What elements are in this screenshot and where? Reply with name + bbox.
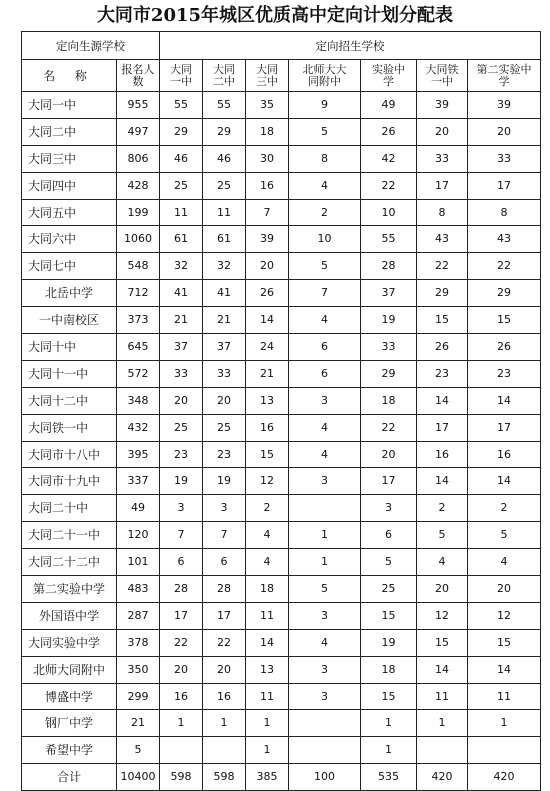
quota-cell: 10	[289, 226, 361, 253]
quota-cell: 20	[468, 576, 541, 603]
applicant-count-cell: 395	[117, 441, 160, 468]
quota-cell: 13	[246, 656, 289, 683]
quota-cell: 17	[468, 172, 541, 199]
quota-cell: 26	[417, 334, 468, 361]
quota-cell: 25	[203, 414, 246, 441]
applicant-count-cell: 497	[117, 118, 160, 145]
applicant-count-cell: 1060	[117, 226, 160, 253]
quota-cell: 28	[361, 253, 417, 280]
name-column-header: 名 称	[22, 60, 117, 92]
school-name-cell: 外国语中学	[22, 602, 117, 629]
quota-cell: 25	[203, 172, 246, 199]
table-row	[22, 226, 541, 253]
school-name-cell: 大同实验中学	[22, 629, 117, 656]
quota-cell: 14	[417, 656, 468, 683]
quota-cell: 2	[417, 495, 468, 522]
quota-cell: 29	[160, 118, 203, 145]
quota-cell: 20	[417, 576, 468, 603]
table-row	[22, 656, 541, 683]
school-name-cell: 大同市十九中	[22, 468, 117, 495]
quota-cell: 26	[361, 118, 417, 145]
table-row	[22, 522, 541, 549]
quota-cell: 15	[468, 629, 541, 656]
table-row	[22, 118, 541, 145]
quota-cell: 7	[289, 280, 361, 307]
quota-cell: 14	[468, 468, 541, 495]
quota-cell: 55	[203, 92, 246, 119]
quota-cell: 39	[417, 92, 468, 119]
quota-cell: 5	[417, 522, 468, 549]
quota-cell: 22	[160, 629, 203, 656]
quota-cell: 18	[246, 118, 289, 145]
quota-cell: 12	[246, 468, 289, 495]
quota-cell: 3	[289, 468, 361, 495]
quota-cell: 17	[417, 414, 468, 441]
quota-cell: 5	[361, 549, 417, 576]
table-row	[22, 414, 541, 441]
quota-cell: 20	[417, 118, 468, 145]
total-label-cell: 合计	[22, 764, 117, 791]
quota-cell: 46	[160, 145, 203, 172]
quota-cell: 17	[361, 468, 417, 495]
quota-cell: 29	[203, 118, 246, 145]
quota-cell: 33	[203, 360, 246, 387]
quota-cell: 39	[468, 92, 541, 119]
quota-cell: 16	[246, 414, 289, 441]
applicant-count-cell: 348	[117, 387, 160, 414]
quota-cell: 19	[203, 468, 246, 495]
applicant-count-cell: 21	[117, 710, 160, 737]
quota-cell: 22	[468, 253, 541, 280]
school-name-cell: 大同二十中	[22, 495, 117, 522]
quota-cell: 1	[417, 710, 468, 737]
quota-cell: 23	[160, 441, 203, 468]
quota-cell: 14	[468, 656, 541, 683]
quota-cell: 42	[361, 145, 417, 172]
total-quota-cell: 420	[417, 764, 468, 791]
quota-cell	[289, 710, 361, 737]
quota-cell: 1	[246, 737, 289, 764]
allocation-table	[21, 31, 541, 791]
quota-cell	[289, 495, 361, 522]
applicant-count-cell: 432	[117, 414, 160, 441]
quota-cell: 3	[203, 495, 246, 522]
quota-cell: 14	[246, 629, 289, 656]
quota-cell: 6	[203, 549, 246, 576]
quota-cell: 2	[246, 495, 289, 522]
school-name-cell: 大同市十八中	[22, 441, 117, 468]
quota-cell: 16	[417, 441, 468, 468]
quota-cell: 4	[417, 549, 468, 576]
table-row	[22, 549, 541, 576]
table-row	[22, 280, 541, 307]
quota-cell: 3	[289, 656, 361, 683]
quota-cell: 61	[160, 226, 203, 253]
quota-cell: 33	[160, 360, 203, 387]
total-quota-cell: 385	[246, 764, 289, 791]
quota-cell: 55	[361, 226, 417, 253]
table-row	[22, 307, 541, 334]
quota-cell: 15	[417, 307, 468, 334]
quota-cell: 20	[160, 656, 203, 683]
total-quota-cell: 420	[468, 764, 541, 791]
target-column-header: 实验中学	[361, 60, 417, 92]
applicant-count-cell: 483	[117, 576, 160, 603]
quota-cell: 4	[289, 629, 361, 656]
quota-cell: 30	[246, 145, 289, 172]
applicant-count-cell: 378	[117, 629, 160, 656]
quota-cell: 1	[160, 710, 203, 737]
source-group-header: 定向生源学校	[22, 32, 160, 60]
quota-cell: 28	[160, 576, 203, 603]
table-row	[22, 387, 541, 414]
quota-cell: 15	[417, 629, 468, 656]
table-row	[22, 360, 541, 387]
quota-cell: 3	[160, 495, 203, 522]
quota-cell: 37	[160, 334, 203, 361]
target-column-header: 大同铁一中	[417, 60, 468, 92]
quota-cell: 16	[160, 683, 203, 710]
quota-cell: 14	[417, 387, 468, 414]
quota-cell: 26	[468, 334, 541, 361]
quota-cell: 2	[468, 495, 541, 522]
applicant-count-cell: 428	[117, 172, 160, 199]
quota-cell: 37	[203, 334, 246, 361]
quota-cell: 41	[203, 280, 246, 307]
applicant-count-cell: 548	[117, 253, 160, 280]
table-row	[22, 737, 541, 764]
quota-cell	[289, 737, 361, 764]
quota-cell: 10	[361, 199, 417, 226]
quota-cell: 8	[417, 199, 468, 226]
applicant-count-cell: 287	[117, 602, 160, 629]
quota-cell: 5	[468, 522, 541, 549]
quota-cell: 37	[361, 280, 417, 307]
quota-cell: 25	[160, 414, 203, 441]
total-quota-cell: 598	[203, 764, 246, 791]
table-row	[22, 629, 541, 656]
quota-cell: 61	[203, 226, 246, 253]
applicant-count-cell: 373	[117, 307, 160, 334]
quota-cell: 5	[289, 576, 361, 603]
quota-cell: 33	[468, 145, 541, 172]
quota-cell: 23	[468, 360, 541, 387]
total-count-cell: 10400	[117, 764, 160, 791]
school-name-cell: 希望中学	[22, 737, 117, 764]
header-row-columns	[22, 60, 541, 92]
quota-cell: 32	[160, 253, 203, 280]
school-name-cell: 大同铁一中	[22, 414, 117, 441]
quota-cell: 16	[246, 172, 289, 199]
quota-cell: 6	[160, 549, 203, 576]
quota-cell: 3	[289, 683, 361, 710]
quota-cell: 18	[361, 656, 417, 683]
quota-cell	[203, 737, 246, 764]
quota-cell: 21	[160, 307, 203, 334]
applicant-count-cell: 337	[117, 468, 160, 495]
quota-cell: 16	[203, 683, 246, 710]
quota-cell: 5	[289, 118, 361, 145]
quota-cell: 4	[289, 172, 361, 199]
quota-cell: 12	[417, 602, 468, 629]
quota-cell: 11	[246, 602, 289, 629]
school-name-cell: 大同二中	[22, 118, 117, 145]
quota-cell: 11	[468, 683, 541, 710]
table-row	[22, 92, 541, 119]
quota-cell: 4	[246, 522, 289, 549]
target-column-header: 北师大大同附中	[289, 60, 361, 92]
quota-cell: 7	[246, 199, 289, 226]
quota-cell: 11	[417, 683, 468, 710]
school-name-cell: 钢厂中学	[22, 710, 117, 737]
school-name-cell: 大同十中	[22, 334, 117, 361]
applicant-count-cell: 955	[117, 92, 160, 119]
table-row	[22, 334, 541, 361]
quota-cell: 14	[468, 387, 541, 414]
school-name-cell: 北岳中学	[22, 280, 117, 307]
header-row-groups	[22, 32, 541, 60]
applicant-count-cell: 49	[117, 495, 160, 522]
quota-cell: 23	[417, 360, 468, 387]
quota-cell: 17	[203, 602, 246, 629]
quota-cell: 1	[361, 737, 417, 764]
quota-cell: 29	[417, 280, 468, 307]
quota-cell: 9	[289, 92, 361, 119]
quota-cell: 8	[289, 145, 361, 172]
quota-cell: 22	[203, 629, 246, 656]
quota-cell: 20	[468, 118, 541, 145]
quota-cell: 1	[468, 710, 541, 737]
applicant-count-cell: 120	[117, 522, 160, 549]
quota-cell: 15	[468, 307, 541, 334]
quota-cell: 19	[160, 468, 203, 495]
quota-cell: 39	[246, 226, 289, 253]
quota-cell: 1	[203, 710, 246, 737]
applicant-count-cell: 299	[117, 683, 160, 710]
quota-cell: 7	[160, 522, 203, 549]
quota-cell: 26	[246, 280, 289, 307]
school-name-cell: 北师大同附中	[22, 656, 117, 683]
quota-cell: 29	[361, 360, 417, 387]
applicant-count-cell: 806	[117, 145, 160, 172]
table-row	[22, 145, 541, 172]
quota-cell: 46	[203, 145, 246, 172]
quota-cell: 7	[203, 522, 246, 549]
applicant-count-cell: 350	[117, 656, 160, 683]
page-title: 大同市2015年城区优质高中定向计划分配表	[96, 5, 454, 26]
quota-cell: 11	[160, 199, 203, 226]
target-column-header: 大同二中	[203, 60, 246, 92]
quota-cell: 29	[468, 280, 541, 307]
school-name-cell: 大同四中	[22, 172, 117, 199]
quota-cell: 43	[468, 226, 541, 253]
quota-cell: 35	[246, 92, 289, 119]
quota-cell: 1	[289, 549, 361, 576]
quota-cell: 43	[417, 226, 468, 253]
quota-cell: 19	[361, 307, 417, 334]
quota-cell: 20	[203, 656, 246, 683]
quota-cell: 20	[246, 253, 289, 280]
table-row	[22, 495, 541, 522]
school-name-cell: 大同一中	[22, 92, 117, 119]
quota-cell: 33	[361, 334, 417, 361]
quota-cell: 20	[160, 387, 203, 414]
quota-cell: 3	[289, 387, 361, 414]
table-row	[22, 683, 541, 710]
applicant-count-cell: 645	[117, 334, 160, 361]
target-column-header: 第二实验中学	[468, 60, 541, 92]
quota-cell: 12	[468, 602, 541, 629]
quota-cell: 20	[361, 441, 417, 468]
school-name-cell: 大同十一中	[22, 360, 117, 387]
applicant-count-cell: 712	[117, 280, 160, 307]
quota-cell: 11	[203, 199, 246, 226]
total-quota-cell: 100	[289, 764, 361, 791]
school-name-cell: 大同六中	[22, 226, 117, 253]
quota-cell: 14	[417, 468, 468, 495]
quota-cell: 16	[468, 441, 541, 468]
quota-cell: 4	[289, 414, 361, 441]
school-name-cell: 大同二十一中	[22, 522, 117, 549]
total-quota-cell: 535	[361, 764, 417, 791]
school-name-cell: 大同七中	[22, 253, 117, 280]
table-row	[22, 710, 541, 737]
quota-cell: 25	[361, 576, 417, 603]
quota-cell: 11	[246, 683, 289, 710]
quota-cell: 6	[289, 334, 361, 361]
quota-cell: 20	[203, 387, 246, 414]
quota-cell: 22	[361, 414, 417, 441]
quota-cell: 8	[468, 199, 541, 226]
quota-cell: 18	[246, 576, 289, 603]
quota-cell: 22	[361, 172, 417, 199]
quota-cell: 1	[289, 522, 361, 549]
quota-cell: 21	[203, 307, 246, 334]
quota-cell: 15	[361, 602, 417, 629]
quota-cell	[417, 737, 468, 764]
quota-cell: 14	[246, 307, 289, 334]
quota-cell	[468, 737, 541, 764]
quota-cell: 3	[361, 495, 417, 522]
table-row	[22, 253, 541, 280]
quota-cell: 41	[160, 280, 203, 307]
quota-cell: 6	[289, 360, 361, 387]
quota-cell: 21	[246, 360, 289, 387]
target-column-header: 大同一中	[160, 60, 203, 92]
target-group-header: 定向招生学校	[160, 32, 541, 60]
quota-cell: 3	[289, 602, 361, 629]
quota-cell: 23	[203, 441, 246, 468]
school-name-cell: 大同三中	[22, 145, 117, 172]
quota-cell: 4	[289, 441, 361, 468]
total-row	[22, 764, 541, 791]
school-name-cell: 第二实验中学	[22, 576, 117, 603]
quota-cell: 25	[160, 172, 203, 199]
table-row	[22, 199, 541, 226]
quota-cell: 18	[361, 387, 417, 414]
quota-cell: 33	[417, 145, 468, 172]
quota-cell: 17	[468, 414, 541, 441]
quota-cell: 49	[361, 92, 417, 119]
applicant-count-cell: 101	[117, 549, 160, 576]
total-quota-cell: 598	[160, 764, 203, 791]
table-row	[22, 602, 541, 629]
quota-cell: 1	[361, 710, 417, 737]
quota-cell: 5	[289, 253, 361, 280]
quota-cell	[160, 737, 203, 764]
count-column-header: 报名人数	[117, 60, 160, 92]
target-column-header: 大同三中	[246, 60, 289, 92]
quota-cell: 13	[246, 387, 289, 414]
quota-cell: 24	[246, 334, 289, 361]
school-name-cell: 一中南校区	[22, 307, 117, 334]
quota-cell: 4	[468, 549, 541, 576]
quota-cell: 6	[361, 522, 417, 549]
quota-cell: 15	[246, 441, 289, 468]
quota-cell: 55	[160, 92, 203, 119]
quota-cell: 4	[246, 549, 289, 576]
quota-cell: 28	[203, 576, 246, 603]
quota-cell: 19	[361, 629, 417, 656]
quota-cell: 22	[417, 253, 468, 280]
school-name-cell: 博盛中学	[22, 683, 117, 710]
quota-cell: 15	[361, 683, 417, 710]
quota-cell: 4	[289, 307, 361, 334]
quota-cell: 32	[203, 253, 246, 280]
table-row	[22, 441, 541, 468]
quota-cell: 1	[246, 710, 289, 737]
quota-cell: 2	[289, 199, 361, 226]
applicant-count-cell: 572	[117, 360, 160, 387]
table-row	[22, 172, 541, 199]
table-row	[22, 576, 541, 603]
quota-cell: 17	[160, 602, 203, 629]
school-name-cell: 大同十二中	[22, 387, 117, 414]
school-name-cell: 大同五中	[22, 199, 117, 226]
table-row	[22, 468, 541, 495]
school-name-cell: 大同二十二中	[22, 549, 117, 576]
quota-cell: 17	[417, 172, 468, 199]
applicant-count-cell: 5	[117, 737, 160, 764]
applicant-count-cell: 199	[117, 199, 160, 226]
